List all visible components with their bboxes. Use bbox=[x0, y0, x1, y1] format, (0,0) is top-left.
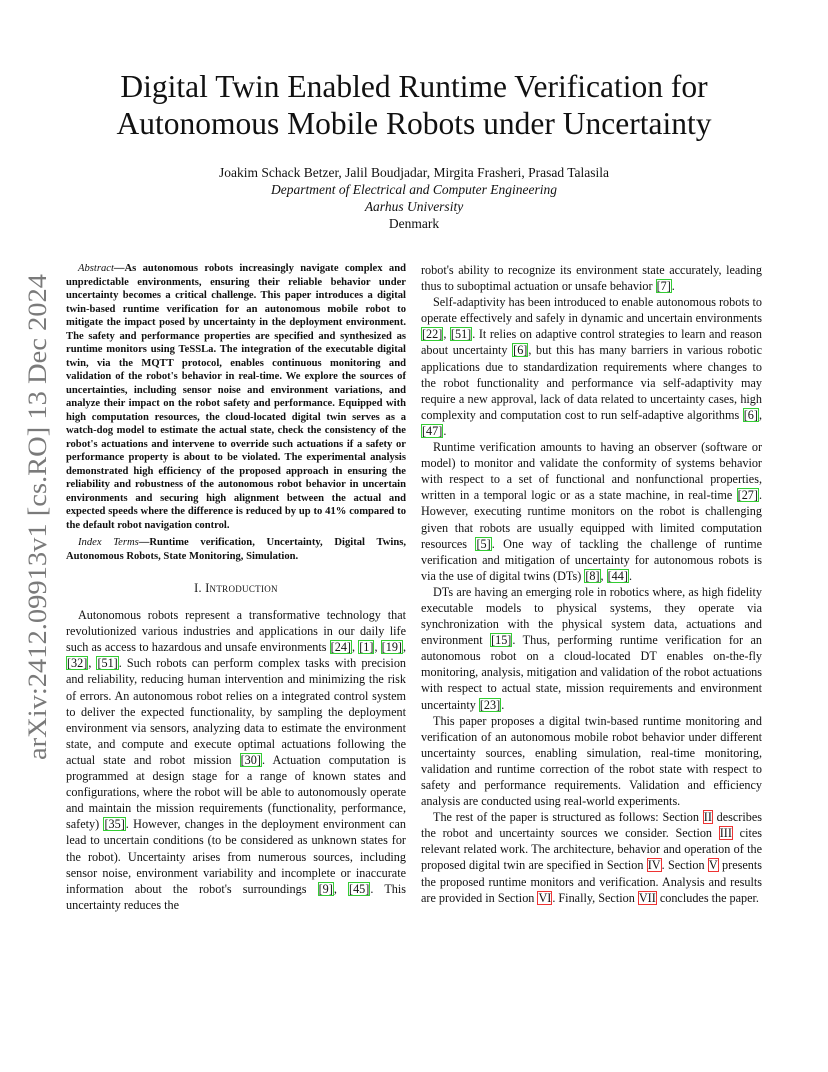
citation-link[interactable]: [7] bbox=[656, 279, 671, 294]
section-reference-link[interactable]: VI bbox=[538, 890, 552, 905]
intro-paragraph-4: DTs are having an emerging role in robotics where, as high fidelity executable models to physical systems, they operate via synchronization with the physical system data, actuations and environment [15]. Thus, performing runtime verification for an autonomous robot on a cloud-located DT enables on-the-fly monitoring, analysis, mitigation and validation of the robot actuations with respect to actual state, mission requirements and environment uncertainty [23]. bbox=[421, 584, 762, 712]
intro-paragraph-6: The rest of the paper is structured as follows: Section II describes the robot and uncertainty sources we consider. Section III cites relevant related work. The architecture, behavior and operation of the proposed digital twin are specified in Section IV. Section V presents the proposed runtime monitors and verification. Analysis and results are provided in Section VI. Finally, Section VII concludes the paper. bbox=[421, 810, 762, 905]
abstract-lead: Abstract bbox=[78, 263, 114, 274]
citation-link[interactable]: [35] bbox=[104, 817, 125, 832]
author-block bbox=[60, 164, 768, 232]
citation-link[interactable]: [27] bbox=[737, 488, 758, 503]
citation-link[interactable]: [22] bbox=[422, 327, 443, 342]
citation-link[interactable]: [51] bbox=[97, 656, 118, 671]
section-reference-link[interactable]: III bbox=[719, 826, 732, 841]
section-reference-link[interactable]: II bbox=[703, 810, 712, 825]
index-terms-text: —Runtime verification, Uncertainty, Digital Twins, Autonomous Robots, State Monitoring, Simulation. bbox=[66, 537, 406, 562]
citation-link[interactable]: [8] bbox=[585, 568, 600, 583]
citation-link[interactable]: [19] bbox=[381, 640, 402, 655]
citation-link[interactable]: [1] bbox=[359, 640, 374, 655]
section-number: I. bbox=[194, 581, 202, 595]
right-column bbox=[421, 262, 762, 906]
university: Aarhus University bbox=[364, 199, 464, 214]
citation-link[interactable]: [6] bbox=[743, 407, 758, 422]
citation-link[interactable]: [6] bbox=[513, 343, 528, 358]
citation-link[interactable]: [30] bbox=[240, 752, 261, 767]
left-column bbox=[66, 262, 406, 913]
citation-link[interactable]: [5] bbox=[476, 536, 491, 551]
index-terms-lead: Index Terms bbox=[78, 537, 139, 548]
citation-link[interactable]: [15] bbox=[491, 633, 512, 648]
title-line-1: Digital Twin Enabled Runtime Verification for bbox=[120, 69, 708, 104]
arxiv-identifier-stamp bbox=[18, 272, 58, 762]
index-terms bbox=[66, 536, 406, 563]
arxiv-identifier-text: arXiv:2412.09913v1 [cs.RO] 13 Dec 2024 bbox=[22, 308, 52, 760]
citation-link[interactable]: [24] bbox=[330, 640, 351, 655]
country: Denmark bbox=[388, 216, 440, 231]
intro-paragraph-2: Self-adaptivity has been introduced to enable autonomous robots to operate effectively and safely in dynamic and uncertain environments [22], [51]. It relies on adaptive control strategies to learn and reason about uncertainty [6], but this has many barriers in various robotic applications due to standardization requirements where changes to the robot functionality and performance via self-adaptivity may require a new approval, lack of data related to uncertainty cases, high complexity and computation cost to run self-adaptive algorithms [6], [47]. bbox=[421, 295, 762, 438]
abstract bbox=[66, 262, 406, 532]
citation-link[interactable]: [47] bbox=[422, 423, 443, 438]
section-title: Introduction bbox=[205, 581, 278, 595]
intro-paragraph-1-continued: robot's ability to recognize its environment state accurately, leading thus to suboptimal actuation or unsafe behavior [7]. bbox=[421, 263, 762, 294]
citation-link[interactable]: [45] bbox=[349, 881, 370, 896]
section-reference-link[interactable]: VII bbox=[638, 890, 656, 905]
section-reference-link[interactable]: IV bbox=[647, 858, 661, 873]
section-reference-link[interactable]: V bbox=[708, 858, 718, 873]
citation-link[interactable]: [44] bbox=[607, 568, 628, 583]
citation-link[interactable]: [51] bbox=[450, 327, 472, 342]
intro-paragraph-1: Autonomous robots represent a transformative technology that revolutionized various industries and applications in our daily life such as access to hazardous and unsafe environments [24], [1], [19], [32], [51]. Such robots can perform complex tasks with precision and reliability, reducing human intervention and minimizing the risk of errors. An autonomous robot relies on a integrated control system to deliver the expected functionality, by sampling the deployment environment via sensors, analyzing data to estimate the environment state, and compute and execute optimal actuations following the actual state and robot mission [30]. Actuation computation is programmed at design stage for a range of known states and configurations, where the robot will be able to autonomously operate and maintain the mission requirements (functionality, performance, safety) [35]. However, changes in the deployment environment can lead to uncertain conditions (to be considered as unknown states for the robot). Uncertainty arises from numerous sources, including sensor noise, environment variability and incomplete or inaccurate information about the robot's surroundings [9], [45]. This uncertainty reduces the bbox=[66, 608, 407, 912]
section-heading-introduction bbox=[66, 580, 406, 596]
intro-paragraph-5: This paper proposes a digital twin-based runtime monitoring and verification of an autonomous mobile robot behavior under different uncertainty sources, enabling simulation, real-time monitoring, validation and runtime correction of the robot state with respect to safety and performance requirements. Validation and efficiency analysis are conducted using real-world experiments. bbox=[421, 713, 762, 809]
citation-link[interactable]: [23] bbox=[479, 697, 501, 712]
citation-link[interactable]: [32] bbox=[67, 656, 88, 671]
title-line-2: Autonomous Mobile Robots under Uncertainty bbox=[116, 106, 712, 141]
intro-paragraph-3: Runtime verification amounts to having an observer (software or model) to monitor and validate the conformity of systems behavior with respect to a set of functional and nonfunctional properties, written in a temporal logic or as a state machine, in real-time [27]. However, executing runtime monitors on the robot is challenging given that robots are usually equipped with limited computation resources [5]. One way of tackling the challenge of runtime verification and mitigation of uncertainty for autonomous robots is via the use of digital twins (DTs) [8], [44]. bbox=[421, 440, 762, 583]
paper-title bbox=[60, 68, 768, 142]
department: Department of Electrical and Computer Engineering bbox=[270, 182, 558, 197]
author-names: Joakim Schack Betzer, Jalil Boudjadar, Mirgita Frasheri, Prasad Talasila bbox=[218, 165, 609, 180]
citation-link[interactable]: [9] bbox=[318, 881, 333, 896]
abstract-text: —As autonomous robots increasingly navigate complex and unpredictable environments, ensuring their reliable behavior under uncertainty becomes a critical challenge. This paper introduces a digital twin-based runtime verification for an autonomous mobile robot to mitigate the impact posed by uncertainty in the deployment environment. The safety and performance properties are specified and synthesized as runtime monitors using TeSSLa. The integration of the executable digital twin, via the MQTT protocol, enables continuous monitoring and validation of the robot's behavior in real-time. We explore the sources of uncertainties, including sensor noise and environment variations, and analyze their impact on the robot safety and performance. Equipped with high computation resources, the cloud-located digital twin serves as a watch-dog model to estimate the actual state, check the consistency of the robot's actuations and intervene to override such actuations if a safety or performance property is about to be violated. The experimental analysis demonstrated high efficiency of the proposed approach in ensuring the reliability and robustness of the autonomous robot behavior in uncertain environments and securing high alignment between the actual and expected speeds where the difference is reduced by up to 41% compared to the default robot navigation control. bbox=[66, 263, 406, 531]
